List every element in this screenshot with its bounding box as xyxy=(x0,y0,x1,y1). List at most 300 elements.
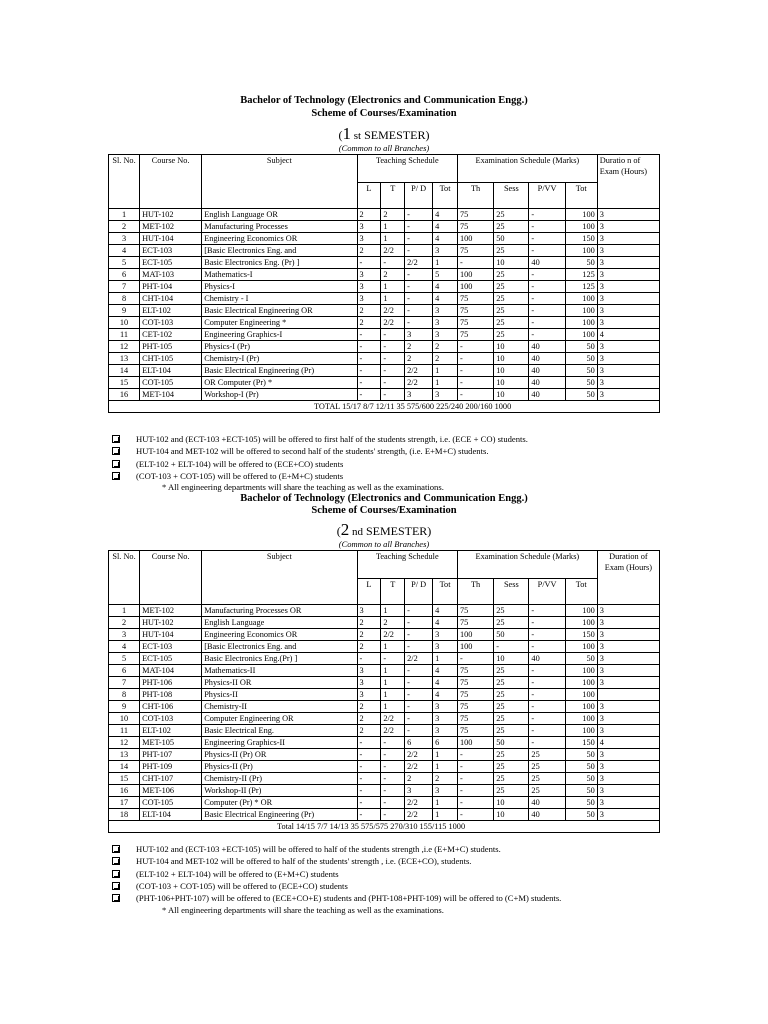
table-row xyxy=(109,293,660,305)
table-row xyxy=(109,389,660,401)
cell-course-no: ELT-104 xyxy=(140,809,202,821)
cell-subject: Engineering Graphics-II xyxy=(202,737,357,749)
cell-pvv: - xyxy=(529,233,565,245)
cell-exam-tot: 100 xyxy=(565,725,597,737)
cell-sl: 15 xyxy=(109,377,140,389)
cell-exam-tot: 100 xyxy=(565,713,597,725)
cell-course-no: MAT-103 xyxy=(140,269,202,281)
sem1-heading: (1 st SEMESTER) xyxy=(338,124,430,143)
cell-pvv: - xyxy=(529,725,565,737)
cell-duration: 3 xyxy=(597,785,659,797)
cell-th: 75 xyxy=(457,605,493,617)
cell-l: 3 xyxy=(357,689,381,701)
col-t: T xyxy=(381,579,405,605)
cell-th: 75 xyxy=(457,209,493,221)
cell-t: 1 xyxy=(381,221,405,233)
cell-pd: - xyxy=(405,233,433,245)
cell-th: 75 xyxy=(457,689,493,701)
cell-l: - xyxy=(357,773,381,785)
cell-exam-tot: 100 xyxy=(565,293,597,305)
cell-duration: 3 xyxy=(597,605,659,617)
cell-t: - xyxy=(381,737,405,749)
cell-subject: Manufacturing Processes xyxy=(202,221,357,233)
cell-pvv: - xyxy=(529,317,565,329)
cell-t: 2/2 xyxy=(381,317,405,329)
cell-t: - xyxy=(381,377,405,389)
cell-tot: 4 xyxy=(433,209,458,221)
cell-tot: 3 xyxy=(433,701,458,713)
cell-l: - xyxy=(357,809,381,821)
cell-duration: 3 xyxy=(597,713,659,725)
cell-sl: 7 xyxy=(109,677,140,689)
cell-th: - xyxy=(457,389,493,401)
cell-sess: 10 xyxy=(494,797,529,809)
cell-t: 1 xyxy=(381,293,405,305)
cell-pvv: 40 xyxy=(529,341,565,353)
cell-t: - xyxy=(381,797,405,809)
cell-th: - xyxy=(457,797,493,809)
cell-pd: 6 xyxy=(405,737,433,749)
cell-th: 100 xyxy=(457,233,493,245)
cell-th: 75 xyxy=(457,701,493,713)
cell-l: 3 xyxy=(357,605,381,617)
col-sl: Sl. No. xyxy=(109,155,140,209)
cell-subject: Physics-II xyxy=(202,689,357,701)
cell-duration: 3 xyxy=(597,257,659,269)
cell-exam-tot: 100 xyxy=(565,617,597,629)
cell-sl: 10 xyxy=(109,317,140,329)
table-row xyxy=(109,713,660,725)
table-row xyxy=(109,725,660,737)
cell-subject: Physics-I (Pr) xyxy=(202,341,357,353)
col-tot: Tot xyxy=(433,183,458,209)
cell-sess: 25 xyxy=(494,761,529,773)
table-row xyxy=(109,269,660,281)
cell-pd: 2/2 xyxy=(405,653,433,665)
table-row xyxy=(109,353,660,365)
cell-course-no: ELT-102 xyxy=(140,725,202,737)
cell-th: 100 xyxy=(457,641,493,653)
cell-pd: 3 xyxy=(405,329,433,341)
cell-th: 75 xyxy=(457,305,493,317)
cell-tot: 4 xyxy=(433,665,458,677)
cell-subject: Physics-II OR xyxy=(202,677,357,689)
cell-course-no: COT-105 xyxy=(140,377,202,389)
table-row xyxy=(109,317,660,329)
table-row xyxy=(109,749,660,761)
cell-l: 2 xyxy=(357,641,381,653)
cell-sess: 25 xyxy=(494,749,529,761)
cell-th: 75 xyxy=(457,317,493,329)
table-row xyxy=(109,737,660,749)
table-row xyxy=(109,809,660,821)
cell-course-no: ECT-103 xyxy=(140,245,202,257)
cell-pd: 2 xyxy=(405,341,433,353)
cell-subject: Manufacturing Processes OR xyxy=(202,605,357,617)
cell-tot: 1 xyxy=(433,761,458,773)
cell-pd: 2/2 xyxy=(405,257,433,269)
cell-duration: 3 xyxy=(597,353,659,365)
cell-pvv: 40 xyxy=(529,365,565,377)
cell-pd: 3 xyxy=(405,389,433,401)
sem1-title: Bachelor of Technology (Electronics and Communication Engg.) xyxy=(240,95,528,106)
cell-t: 2 xyxy=(381,209,405,221)
cell-sl: 4 xyxy=(109,641,140,653)
cell-sess: 25 xyxy=(494,617,529,629)
table-row xyxy=(109,221,660,233)
col-th: Th xyxy=(457,579,493,605)
cell-tot: 1 xyxy=(433,365,458,377)
cell-sl: 2 xyxy=(109,221,140,233)
cell-tot: 4 xyxy=(433,281,458,293)
note-text: (PHT-106+PHT-107) will be offered to (ECE+CO+E) students and (PHT-108+PHT-109) will be offered to (C+M) students. xyxy=(136,893,562,904)
cell-sess: 25 xyxy=(494,317,529,329)
cell-sess: 10 xyxy=(494,365,529,377)
cell-sl: 3 xyxy=(109,629,140,641)
cell-exam-tot: 150 xyxy=(565,737,597,749)
cell-l: 2 xyxy=(357,245,381,257)
cell-exam-tot: 100 xyxy=(565,209,597,221)
cell-exam-tot: 100 xyxy=(565,329,597,341)
cell-exam-tot: 150 xyxy=(565,233,597,245)
cell-sl: 1 xyxy=(109,605,140,617)
cell-exam-tot: 100 xyxy=(565,665,597,677)
col-duration: Duration of Exam (Hours) xyxy=(597,551,659,605)
table-row xyxy=(109,677,660,689)
cell-l: 3 xyxy=(357,233,381,245)
cell-l: - xyxy=(357,341,381,353)
cell-course-no: COT-103 xyxy=(140,713,202,725)
cell-sess: 25 xyxy=(494,725,529,737)
col-th: Th xyxy=(457,183,493,209)
sem2-notes xyxy=(112,843,561,904)
cell-tot: 4 xyxy=(433,293,458,305)
checkbox-bullet-icon xyxy=(112,870,120,878)
cell-course-no: PHT-109 xyxy=(140,761,202,773)
cell-course-no: HUT-102 xyxy=(140,617,202,629)
table-row xyxy=(109,305,660,317)
cell-course-no: MAT-104 xyxy=(140,665,202,677)
table-row xyxy=(109,341,660,353)
cell-sl: 10 xyxy=(109,713,140,725)
cell-th: 75 xyxy=(457,293,493,305)
cell-t: 1 xyxy=(381,281,405,293)
cell-tot: 3 xyxy=(433,785,458,797)
cell-pd: 2/2 xyxy=(405,761,433,773)
cell-l: 2 xyxy=(357,317,381,329)
cell-sess: 25 xyxy=(494,701,529,713)
cell-pvv: - xyxy=(529,605,565,617)
cell-course-no: MET-105 xyxy=(140,737,202,749)
cell-sl: 11 xyxy=(109,725,140,737)
col-pd: P/ D xyxy=(405,183,433,209)
cell-l: - xyxy=(357,749,381,761)
cell-pd: 2/2 xyxy=(405,797,433,809)
cell-pd: 3 xyxy=(405,785,433,797)
cell-pvv: - xyxy=(529,737,565,749)
cell-course-no: ECT-105 xyxy=(140,257,202,269)
col-course: Course No. xyxy=(140,551,202,605)
checkbox-bullet-icon xyxy=(112,882,120,890)
cell-sl: 2 xyxy=(109,617,140,629)
cell-tot: 3 xyxy=(433,329,458,341)
sem2-footnote: * All engineering departments will share the teaching as well as the examinations. xyxy=(162,905,444,915)
cell-l: 3 xyxy=(357,281,381,293)
cell-course-no: ECT-105 xyxy=(140,653,202,665)
cell-th: 75 xyxy=(457,677,493,689)
cell-subject: Chemistry-I (Pr) xyxy=(202,353,357,365)
cell-exam-tot: 100 xyxy=(565,305,597,317)
cell-tot: 3 xyxy=(433,389,458,401)
cell-sl: 15 xyxy=(109,773,140,785)
col-tot: Tot xyxy=(433,579,458,605)
cell-pvv: - xyxy=(529,281,565,293)
cell-tot: 3 xyxy=(433,305,458,317)
cell-l: 2 xyxy=(357,629,381,641)
cell-exam-tot: 50 xyxy=(565,653,597,665)
col-teaching: Teaching Schedule xyxy=(357,551,457,579)
table-row xyxy=(109,797,660,809)
cell-sl: 11 xyxy=(109,329,140,341)
note-item xyxy=(112,868,561,880)
cell-sess: 25 xyxy=(494,305,529,317)
cell-t: - xyxy=(381,773,405,785)
cell-course-no: COT-103 xyxy=(140,317,202,329)
cell-sl: 1 xyxy=(109,209,140,221)
cell-tot: 3 xyxy=(433,245,458,257)
cell-course-no: CHT-106 xyxy=(140,701,202,713)
cell-sess: 25 xyxy=(494,329,529,341)
cell-pvv: - xyxy=(529,617,565,629)
cell-l: 3 xyxy=(357,269,381,281)
cell-duration: 3 xyxy=(597,653,659,665)
cell-sl: 8 xyxy=(109,293,140,305)
cell-sess: 10 xyxy=(494,377,529,389)
table-row xyxy=(109,773,660,785)
cell-th: 75 xyxy=(457,221,493,233)
cell-pvv: - xyxy=(529,293,565,305)
cell-subject: Chemistry-II xyxy=(202,701,357,713)
cell-l: - xyxy=(357,365,381,377)
cell-sl: 6 xyxy=(109,665,140,677)
checkbox-bullet-icon xyxy=(112,845,120,853)
cell-sess: 25 xyxy=(494,605,529,617)
cell-exam-tot: 125 xyxy=(565,269,597,281)
cell-duration: 3 xyxy=(597,725,659,737)
cell-sess: 25 xyxy=(494,773,529,785)
cell-t: 1 xyxy=(381,641,405,653)
cell-exam-tot: 50 xyxy=(565,797,597,809)
cell-sl: 9 xyxy=(109,305,140,317)
cell-th: - xyxy=(457,365,493,377)
cell-pvv: - xyxy=(529,701,565,713)
cell-sl: 18 xyxy=(109,809,140,821)
cell-l: 2 xyxy=(357,713,381,725)
cell-course-no: PHT-107 xyxy=(140,749,202,761)
cell-pd: - xyxy=(405,209,433,221)
cell-subject: Engineering Economics OR xyxy=(202,629,357,641)
cell-sl: 5 xyxy=(109,653,140,665)
cell-sess: 10 xyxy=(494,353,529,365)
cell-duration: 3 xyxy=(597,233,659,245)
cell-pd: - xyxy=(405,281,433,293)
table-row xyxy=(109,605,660,617)
cell-pvv: 40 xyxy=(529,377,565,389)
cell-sl: 9 xyxy=(109,701,140,713)
note-text: HUT-102 and (ECT-103 +ECT-105) will be offered to half of the students strength ,i.e (E+M+C) students. xyxy=(136,844,501,854)
cell-th: - xyxy=(457,341,493,353)
cell-exam-tot: 100 xyxy=(565,317,597,329)
cell-sess: 25 xyxy=(494,281,529,293)
cell-duration: 3 xyxy=(597,341,659,353)
cell-duration: 3 xyxy=(597,773,659,785)
cell-course-no: MET-104 xyxy=(140,389,202,401)
cell-exam-tot: 50 xyxy=(565,389,597,401)
note-item xyxy=(112,855,561,867)
cell-l: - xyxy=(357,761,381,773)
cell-l: 2 xyxy=(357,209,381,221)
cell-l: - xyxy=(357,653,381,665)
cell-sl: 6 xyxy=(109,269,140,281)
cell-l: - xyxy=(357,785,381,797)
cell-exam-tot: 100 xyxy=(565,605,597,617)
cell-subject: Mathematics-I xyxy=(202,269,357,281)
cell-sl: 12 xyxy=(109,341,140,353)
col-pd: P/ D xyxy=(405,579,433,605)
col-sl: Sl. No. xyxy=(109,551,140,605)
cell-pd: - xyxy=(405,665,433,677)
sem2-subtitle: Scheme of Courses/Examination xyxy=(311,505,457,516)
cell-tot: 4 xyxy=(433,677,458,689)
table-row xyxy=(109,761,660,773)
note-text: (COT-103 + COT-105) will be offered to (ECE+CO) students xyxy=(136,880,348,891)
cell-t: 2/2 xyxy=(381,725,405,737)
cell-subject: Basic Electronics Eng. (Pr) ] xyxy=(202,257,357,269)
sem1-notes xyxy=(112,433,528,482)
cell-pvv: - xyxy=(529,245,565,257)
table-row xyxy=(109,245,660,257)
sem2-table xyxy=(108,550,660,833)
cell-subject: Computer Engineering OR xyxy=(202,713,357,725)
cell-tot: 1 xyxy=(433,653,458,665)
cell-course-no: ELT-104 xyxy=(140,365,202,377)
cell-duration: 3 xyxy=(597,221,659,233)
cell-t: - xyxy=(381,341,405,353)
cell-sess: 50 xyxy=(494,629,529,641)
cell-course-no: COT-105 xyxy=(140,797,202,809)
note-text: (ELT-102 + ELT-104) will be offered to (ECE+CO) students xyxy=(136,458,344,469)
cell-subject: Basic Electrical Eng. xyxy=(202,725,357,737)
cell-exam-tot: 125 xyxy=(565,281,597,293)
cell-tot: 2 xyxy=(433,773,458,785)
cell-sess: 25 xyxy=(494,293,529,305)
cell-pvv: - xyxy=(529,269,565,281)
table-row xyxy=(109,365,660,377)
cell-course-no: ECT-103 xyxy=(140,641,202,653)
cell-t: 2 xyxy=(381,269,405,281)
note-text: (COT-103 + COT-105) will be offered to (E+M+C) students xyxy=(136,470,344,481)
cell-exam-tot: 100 xyxy=(565,677,597,689)
note-item xyxy=(112,843,561,855)
cell-subject: Engineering Economics OR xyxy=(202,233,357,245)
cell-sess: 25 xyxy=(494,665,529,677)
cell-sess: 25 xyxy=(494,269,529,281)
table-row xyxy=(109,701,660,713)
col-t: T xyxy=(381,183,405,209)
cell-th: - xyxy=(457,761,493,773)
note-text: HUT-104 and MET-102 will be offered to half of the students' strength , i.e. (ECE+CO), students. xyxy=(136,856,472,867)
col-etot: Tot xyxy=(565,183,597,209)
cell-tot: 3 xyxy=(433,641,458,653)
cell-pvv: 25 xyxy=(529,785,565,797)
cell-subject: [Basic Electronics Eng. and xyxy=(202,641,357,653)
note-item xyxy=(112,458,528,470)
cell-duration xyxy=(597,689,659,701)
table-row xyxy=(109,641,660,653)
cell-duration: 3 xyxy=(597,317,659,329)
cell-pd: 2 xyxy=(405,353,433,365)
cell-pd: 2/2 xyxy=(405,377,433,389)
sem2-total: Total 14/15 7/7 14/13 35 575/575 270/310 155/115 1000 xyxy=(109,821,660,833)
cell-tot: 3 xyxy=(433,713,458,725)
cell-t: - xyxy=(381,761,405,773)
cell-course-no: CHT-104 xyxy=(140,293,202,305)
cell-tot: 4 xyxy=(433,233,458,245)
cell-exam-tot: 100 xyxy=(565,701,597,713)
table-row xyxy=(109,281,660,293)
cell-subject: Computer Engineering * xyxy=(202,317,357,329)
cell-subject: English Language OR xyxy=(202,209,357,221)
cell-pvv: - xyxy=(529,677,565,689)
cell-pvv: 40 xyxy=(529,653,565,665)
col-pvv: P/VV xyxy=(529,579,565,605)
cell-duration: 3 xyxy=(597,665,659,677)
col-etot: Tot xyxy=(565,579,597,605)
cell-exam-tot: 50 xyxy=(565,749,597,761)
cell-course-no: ELT-102 xyxy=(140,305,202,317)
cell-th: 100 xyxy=(457,737,493,749)
cell-t: 2/2 xyxy=(381,629,405,641)
cell-l: - xyxy=(357,329,381,341)
cell-l: - xyxy=(357,389,381,401)
cell-tot: 4 xyxy=(433,605,458,617)
cell-tot: 1 xyxy=(433,257,458,269)
cell-duration: 3 xyxy=(597,617,659,629)
cell-duration: 3 xyxy=(597,389,659,401)
cell-tot: 1 xyxy=(433,377,458,389)
cell-l: 3 xyxy=(357,665,381,677)
cell-subject: English Language xyxy=(202,617,357,629)
cell-duration: 3 xyxy=(597,797,659,809)
cell-duration: 4 xyxy=(597,329,659,341)
cell-duration: 4 xyxy=(597,737,659,749)
sem2-heading: (2 nd SEMESTER) xyxy=(336,520,432,539)
cell-pvv: - xyxy=(529,209,565,221)
cell-l: 3 xyxy=(357,677,381,689)
cell-pd: - xyxy=(405,305,433,317)
cell-l: - xyxy=(357,377,381,389)
note-item xyxy=(112,880,561,892)
cell-course-no: HUT-104 xyxy=(140,629,202,641)
cell-pd: - xyxy=(405,701,433,713)
cell-sess: 25 xyxy=(494,689,529,701)
cell-pd: - xyxy=(405,629,433,641)
cell-pd: - xyxy=(405,713,433,725)
cell-l: 2 xyxy=(357,305,381,317)
cell-th: - xyxy=(457,353,493,365)
cell-duration: 3 xyxy=(597,701,659,713)
cell-tot: 5 xyxy=(433,269,458,281)
